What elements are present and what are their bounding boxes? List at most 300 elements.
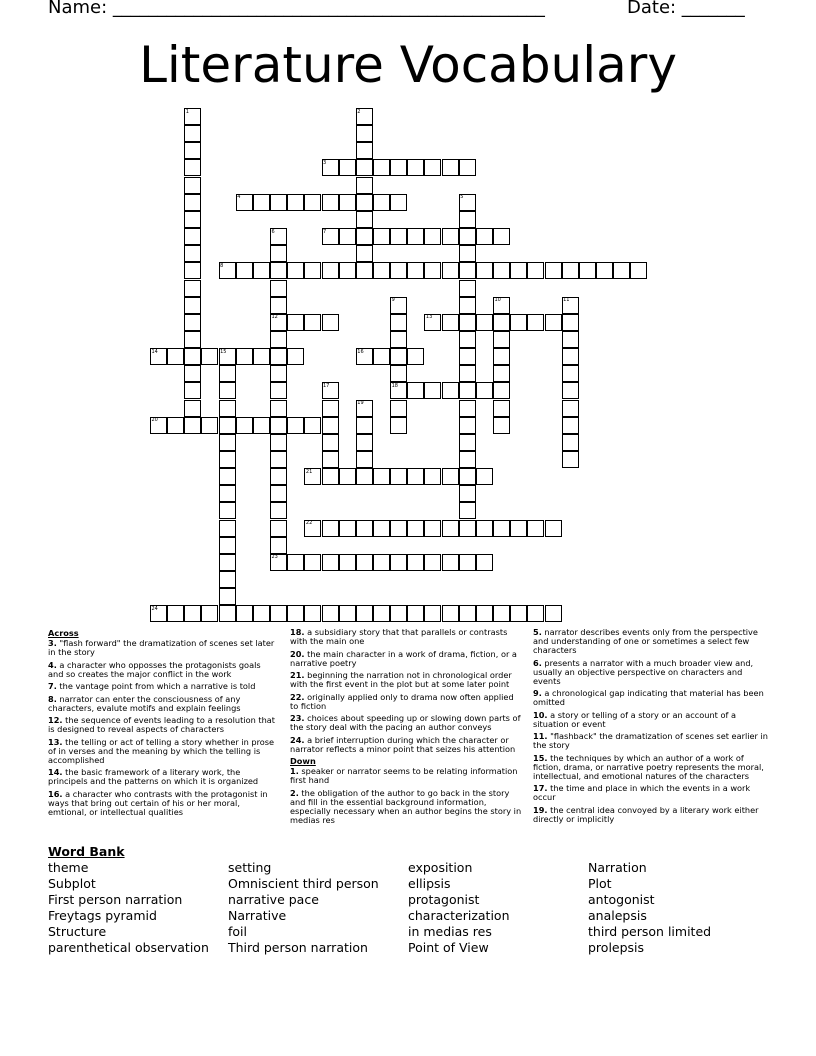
grid-cell[interactable] (270, 502, 287, 519)
clue-item (533, 784, 769, 802)
grid-cell[interactable] (287, 417, 304, 434)
grid-cell[interactable] (339, 194, 356, 211)
grid-cell[interactable] (339, 468, 356, 485)
grid-cell[interactable] (476, 314, 493, 331)
grid-cell[interactable] (407, 228, 424, 245)
grid-cell[interactable] (562, 314, 579, 331)
clue-text: originally applied only to drama now often applied to fiction (290, 691, 514, 711)
grid-cell[interactable] (390, 314, 407, 331)
grid-cell[interactable] (459, 365, 476, 382)
clue-item (290, 736, 522, 754)
grid-cell[interactable] (236, 262, 253, 279)
clue-text: "flashback" the dramatization of scenes set earlier in the story (533, 731, 768, 750)
grid-cell[interactable] (373, 348, 390, 365)
word-bank-item: characterization (408, 908, 510, 923)
grid-cell[interactable] (562, 451, 579, 468)
grid-cell[interactable] (527, 262, 544, 279)
grid-cell[interactable] (459, 211, 476, 228)
clue-text: a brief interruption during which the character or narrator reflects a minor point that seizes his attention (290, 734, 516, 754)
grid-cell[interactable] (219, 537, 236, 554)
grid-cell[interactable] (219, 400, 236, 417)
grid-cell[interactable] (442, 159, 459, 176)
clue-number: 4 (237, 194, 241, 201)
word-bank-item: third person limited (588, 924, 712, 939)
grid-cell[interactable] (493, 348, 510, 365)
grid-cell[interactable] (219, 382, 236, 399)
grid-cell[interactable] (184, 245, 201, 262)
clue-item (48, 695, 276, 713)
grid-cell[interactable] (442, 228, 459, 245)
grid-cell[interactable] (545, 262, 562, 279)
grid-cell[interactable] (459, 451, 476, 468)
grid-cell[interactable] (459, 502, 476, 519)
grid-cell[interactable] (390, 554, 407, 571)
grid-cell[interactable] (459, 468, 476, 485)
grid-cell[interactable] (562, 400, 579, 417)
grid-cell[interactable] (253, 605, 270, 622)
grid-cell[interactable] (322, 417, 339, 434)
word-bank-item: theme (48, 860, 89, 875)
grid-cell[interactable] (476, 605, 493, 622)
grid-cell[interactable] (184, 142, 201, 159)
grid-cell[interactable] (356, 177, 373, 194)
grid-cell[interactable] (356, 417, 373, 434)
word-bank-column-4 (588, 860, 711, 956)
clue-number-label: 22. (290, 691, 305, 702)
grid-cell[interactable] (270, 417, 287, 434)
grid-cell[interactable] (270, 434, 287, 451)
grid-cell[interactable] (373, 194, 390, 211)
grid-cell[interactable] (304, 194, 321, 211)
clue-number: 15 (220, 348, 227, 355)
grid-cell[interactable] (236, 348, 253, 365)
grid-cell[interactable] (562, 348, 579, 365)
grid-cell[interactable] (270, 605, 287, 622)
grid-cell[interactable] (459, 245, 476, 262)
grid-cell[interactable] (373, 468, 390, 485)
grid-cell[interactable] (459, 280, 476, 297)
clue-item (290, 671, 522, 689)
grid-cell[interactable] (476, 520, 493, 537)
grid-cell[interactable] (373, 605, 390, 622)
clues-column-1 (48, 628, 276, 820)
clue-number: 24 (151, 605, 158, 612)
grid-cell[interactable] (562, 434, 579, 451)
clue-item (533, 689, 769, 707)
grid-cell[interactable] (407, 468, 424, 485)
grid-cell[interactable] (407, 554, 424, 571)
grid-cell[interactable] (459, 417, 476, 434)
grid-cell[interactable] (253, 348, 270, 365)
clue-number-label: 14. (48, 767, 63, 777)
grid-cell[interactable] (390, 520, 407, 537)
grid-cell[interactable] (390, 262, 407, 279)
grid-cell[interactable] (424, 382, 441, 399)
grid-cell[interactable] (322, 520, 339, 537)
grid-cell[interactable] (356, 262, 373, 279)
grid-cell[interactable] (356, 142, 373, 159)
grid-cell[interactable] (219, 485, 236, 502)
grid-cell[interactable] (184, 280, 201, 297)
grid-cell[interactable] (184, 159, 201, 176)
word-bank-item: prolepsis (588, 940, 645, 955)
grid-cell[interactable] (339, 159, 356, 176)
grid-cell[interactable] (442, 382, 459, 399)
grid-cell[interactable] (390, 228, 407, 245)
grid-cell[interactable] (459, 520, 476, 537)
grid-cell[interactable] (184, 331, 201, 348)
grid-cell[interactable] (322, 554, 339, 571)
grid-cell[interactable] (322, 451, 339, 468)
grid-cell[interactable] (545, 520, 562, 537)
clue-number-label: 24. (290, 734, 305, 745)
grid-cell[interactable] (184, 228, 201, 245)
grid-cell[interactable] (304, 605, 321, 622)
grid-cell[interactable] (373, 228, 390, 245)
grid-cell[interactable] (459, 485, 476, 502)
grid-cell[interactable] (356, 554, 373, 571)
grid-cell[interactable] (476, 382, 493, 399)
clue-text: the techniques by which an author of a work of fiction, drama, or narrative poetry represents the moral, intellectual, and emotional natures of the characters (533, 752, 764, 781)
grid-cell[interactable] (510, 314, 527, 331)
grid-cell[interactable] (442, 314, 459, 331)
grid-cell[interactable] (184, 400, 201, 417)
grid-cell[interactable] (287, 194, 304, 211)
grid-cell[interactable] (424, 159, 441, 176)
grid-cell[interactable] (493, 417, 510, 434)
grid-cell[interactable] (270, 348, 287, 365)
grid-cell[interactable] (493, 262, 510, 279)
clue-item (290, 767, 522, 785)
grid-cell[interactable] (459, 400, 476, 417)
clue-text: presents a narrator with a much broader view and, usually an objective perspective on characters and events (533, 657, 754, 686)
grid-cell[interactable] (459, 382, 476, 399)
grid-cell[interactable] (184, 177, 201, 194)
grid-cell[interactable] (493, 365, 510, 382)
grid-cell[interactable] (219, 554, 236, 571)
grid-cell[interactable] (201, 348, 218, 365)
clue-number-label: 12. (48, 715, 63, 725)
grid-cell[interactable] (390, 400, 407, 417)
grid-cell[interactable] (184, 194, 201, 211)
clue-number: 13 (425, 314, 433, 321)
grid-cell[interactable] (339, 520, 356, 537)
word-bank-item: setting (228, 860, 272, 875)
grid-cell[interactable] (373, 520, 390, 537)
clue-number-label: 5. (533, 627, 542, 637)
grid-cell[interactable] (510, 262, 527, 279)
grid-cell[interactable] (219, 571, 236, 588)
grid-cell[interactable] (390, 159, 407, 176)
grid-cell[interactable] (527, 520, 544, 537)
grid-cell[interactable] (476, 468, 493, 485)
grid-cell[interactable] (510, 520, 527, 537)
grid-cell[interactable] (390, 605, 407, 622)
grid-cell[interactable] (424, 262, 441, 279)
word-bank-column-2 (228, 860, 379, 956)
grid-cell[interactable] (493, 400, 510, 417)
grid-cell[interactable] (373, 262, 390, 279)
grid-cell[interactable] (493, 605, 510, 622)
down-heading: Down (290, 756, 316, 766)
grid-cell[interactable] (322, 468, 339, 485)
clue-number: 2 (357, 108, 361, 115)
grid-cell[interactable] (339, 262, 356, 279)
grid-cell[interactable] (493, 331, 510, 348)
grid-cell[interactable] (270, 280, 287, 297)
grid-cell[interactable] (442, 554, 459, 571)
grid-cell[interactable] (407, 262, 424, 279)
clue-item (290, 628, 522, 646)
word-bank-item: Narrative (228, 908, 287, 923)
grid-cell[interactable] (304, 314, 321, 331)
grid-cell[interactable] (527, 314, 544, 331)
clue-text: "flash forward" the dramatization of scenes set later in the story (48, 638, 275, 657)
across-heading: Across (48, 628, 79, 638)
grid-cell[interactable] (459, 348, 476, 365)
grid-cell[interactable] (236, 417, 253, 434)
clue-text: speaker or narrator seems to be relating information first hand (290, 766, 518, 785)
grid-cell[interactable] (270, 485, 287, 502)
grid-cell[interactable] (270, 365, 287, 382)
grid-cell[interactable] (184, 262, 201, 279)
grid-cell[interactable] (270, 537, 287, 554)
grid-cell[interactable] (287, 348, 304, 365)
grid-cell[interactable] (390, 468, 407, 485)
grid-cell[interactable] (219, 502, 236, 519)
grid-cell[interactable] (356, 194, 373, 211)
clue-item (533, 732, 769, 750)
grid-cell[interactable] (424, 468, 441, 485)
clue-number-label: 2. (290, 787, 299, 798)
grid-cell[interactable] (545, 605, 562, 622)
grid-cell[interactable] (459, 159, 476, 176)
grid-cell[interactable] (356, 451, 373, 468)
grid-cell[interactable] (562, 417, 579, 434)
grid-cell[interactable] (476, 554, 493, 571)
grid-cell[interactable] (407, 159, 424, 176)
clue-number-label: 1. (290, 766, 299, 776)
grid-cell[interactable] (459, 331, 476, 348)
clue-number: 19 (357, 400, 364, 406)
grid-cell[interactable] (424, 520, 441, 537)
grid-cell[interactable] (287, 605, 304, 622)
grid-cell[interactable] (304, 262, 321, 279)
grid-cell[interactable] (390, 331, 407, 348)
grid-cell[interactable] (304, 417, 321, 434)
grid-cell[interactable] (270, 262, 287, 279)
clue-text: beginning the narration not in chronological order with the first event in the plot but at some later point (290, 670, 512, 689)
grid-cell[interactable] (167, 605, 184, 622)
grid-cell[interactable] (442, 605, 459, 622)
grid-cell[interactable] (356, 520, 373, 537)
grid-cell[interactable] (270, 520, 287, 537)
grid-cell[interactable] (356, 434, 373, 451)
grid-cell[interactable] (270, 245, 287, 262)
grid-cell[interactable] (219, 417, 236, 434)
clue-text: choices about speeding up or slowing down parts of the story deal with the pacing an author conveys (290, 713, 521, 732)
grid-cell[interactable] (287, 554, 304, 571)
grid-cell[interactable] (322, 605, 339, 622)
grid-cell[interactable] (253, 417, 270, 434)
clue-text: a story or telling of a story or an account of a situation or event (533, 709, 737, 729)
grid-cell[interactable] (219, 365, 236, 382)
clue-item (533, 806, 769, 824)
grid-cell[interactable] (219, 588, 236, 605)
grid-cell[interactable] (407, 382, 424, 399)
grid-cell[interactable] (579, 262, 596, 279)
grid-cell[interactable] (459, 262, 476, 279)
grid-cell[interactable] (510, 605, 527, 622)
clue-item (48, 661, 276, 679)
grid-cell[interactable] (184, 125, 201, 142)
grid-cell[interactable] (356, 245, 373, 262)
grid-cell[interactable] (424, 554, 441, 571)
grid-cell[interactable] (253, 262, 270, 279)
grid-cell[interactable] (424, 228, 441, 245)
grid-cell[interactable] (442, 468, 459, 485)
grid-cell[interactable] (219, 520, 236, 537)
grid-cell[interactable] (287, 262, 304, 279)
grid-cell[interactable] (270, 297, 287, 314)
clue-item (533, 711, 769, 729)
grid-cell[interactable] (596, 262, 613, 279)
grid-cell[interactable] (253, 194, 270, 211)
grid-cell[interactable] (219, 451, 236, 468)
clue-number-label: 11. (533, 731, 548, 741)
clue-number: 8 (220, 262, 224, 269)
grid-cell[interactable] (184, 211, 201, 228)
grid-cell[interactable] (167, 417, 184, 434)
grid-cell[interactable] (339, 605, 356, 622)
grid-cell[interactable] (287, 314, 304, 331)
grid-cell[interactable] (167, 348, 184, 365)
grid-cell[interactable] (356, 228, 373, 245)
word-bank-item: Third person narration (228, 940, 368, 955)
clue-text: the time and place in which the events in a work occur (533, 783, 751, 802)
grid-cell[interactable] (493, 228, 510, 245)
clue-number-label: 7. (48, 681, 57, 691)
word-bank-item: Plot (588, 876, 612, 891)
grid-cell[interactable] (270, 400, 287, 417)
grid-cell[interactable] (493, 382, 510, 399)
grid-cell[interactable] (201, 417, 218, 434)
grid-cell[interactable] (407, 605, 424, 622)
grid-cell[interactable] (184, 297, 201, 314)
grid-cell[interactable] (390, 417, 407, 434)
grid-cell[interactable] (270, 331, 287, 348)
grid-cell[interactable] (459, 434, 476, 451)
grid-cell[interactable] (562, 365, 579, 382)
grid-cell[interactable] (424, 605, 441, 622)
grid-cell[interactable] (459, 297, 476, 314)
grid-cell[interactable] (527, 605, 544, 622)
grid-cell[interactable] (630, 262, 647, 279)
grid-cell[interactable] (322, 434, 339, 451)
grid-cell[interactable] (356, 159, 373, 176)
grid-cell[interactable] (322, 262, 339, 279)
grid-cell[interactable] (339, 554, 356, 571)
grid-cell[interactable] (459, 228, 476, 245)
grid-cell[interactable] (184, 605, 201, 622)
word-bank-item: analepsis (588, 908, 647, 923)
grid-cell[interactable] (356, 468, 373, 485)
grid-cell[interactable] (322, 400, 339, 417)
grid-cell[interactable] (184, 365, 201, 382)
word-bank-item: Omniscient third person (228, 876, 379, 891)
grid-cell[interactable] (184, 314, 201, 331)
grid-cell[interactable] (442, 262, 459, 279)
grid-cell[interactable] (270, 451, 287, 468)
grid-cell[interactable] (493, 314, 510, 331)
grid-cell[interactable] (390, 365, 407, 382)
clue-item (48, 768, 276, 786)
grid-cell[interactable] (356, 211, 373, 228)
grid-cell[interactable] (373, 554, 390, 571)
grid-cell[interactable] (407, 348, 424, 365)
word-bank-item: Point of View (408, 940, 489, 955)
word-bank-item: Freytags pyramid (48, 908, 157, 923)
grid-cell[interactable] (613, 262, 630, 279)
grid-cell[interactable] (270, 382, 287, 399)
clue-number: 5 (460, 194, 464, 201)
grid-cell[interactable] (459, 554, 476, 571)
grid-cell[interactable] (459, 605, 476, 622)
grid-cell[interactable] (201, 605, 218, 622)
grid-cell[interactable] (390, 194, 407, 211)
grid-cell[interactable] (476, 262, 493, 279)
grid-cell[interactable] (407, 520, 424, 537)
grid-cell[interactable] (184, 348, 201, 365)
grid-cell[interactable] (219, 468, 236, 485)
grid-cell[interactable] (562, 331, 579, 348)
grid-cell[interactable] (219, 605, 236, 622)
clue-number: 1 (185, 108, 189, 115)
grid-cell[interactable] (322, 194, 339, 211)
clue-number-label: 3. (48, 638, 57, 648)
grid-cell[interactable] (545, 314, 562, 331)
clue-number: 17 (323, 382, 330, 389)
clue-number: 22 (305, 520, 313, 527)
grid-cell[interactable] (562, 382, 579, 399)
grid-cell[interactable] (184, 382, 201, 399)
grid-cell[interactable] (270, 468, 287, 485)
grid-cell[interactable] (322, 314, 339, 331)
word-bank-item: ellipsis (408, 876, 451, 891)
grid-cell[interactable] (493, 520, 510, 537)
clue-number: 3 (323, 159, 327, 166)
grid-cell[interactable] (339, 228, 356, 245)
grid-cell[interactable] (236, 605, 253, 622)
clue-item (533, 659, 769, 686)
grid-cell[interactable] (442, 520, 459, 537)
grid-cell[interactable] (562, 262, 579, 279)
grid-cell[interactable] (390, 348, 407, 365)
grid-cell[interactable] (184, 417, 201, 434)
clue-number-label: 13. (48, 736, 63, 747)
grid-cell[interactable] (219, 434, 236, 451)
grid-cell[interactable] (459, 314, 476, 331)
grid-cell[interactable] (476, 228, 493, 245)
grid-cell[interactable] (304, 554, 321, 571)
grid-cell[interactable] (270, 194, 287, 211)
clue-number-label: 19. (533, 804, 548, 815)
grid-cell[interactable] (373, 159, 390, 176)
grid-cell[interactable] (356, 605, 373, 622)
clue-number-label: 20. (290, 648, 305, 659)
grid-cell[interactable] (356, 125, 373, 142)
word-bank-item: First person narration (48, 892, 183, 907)
